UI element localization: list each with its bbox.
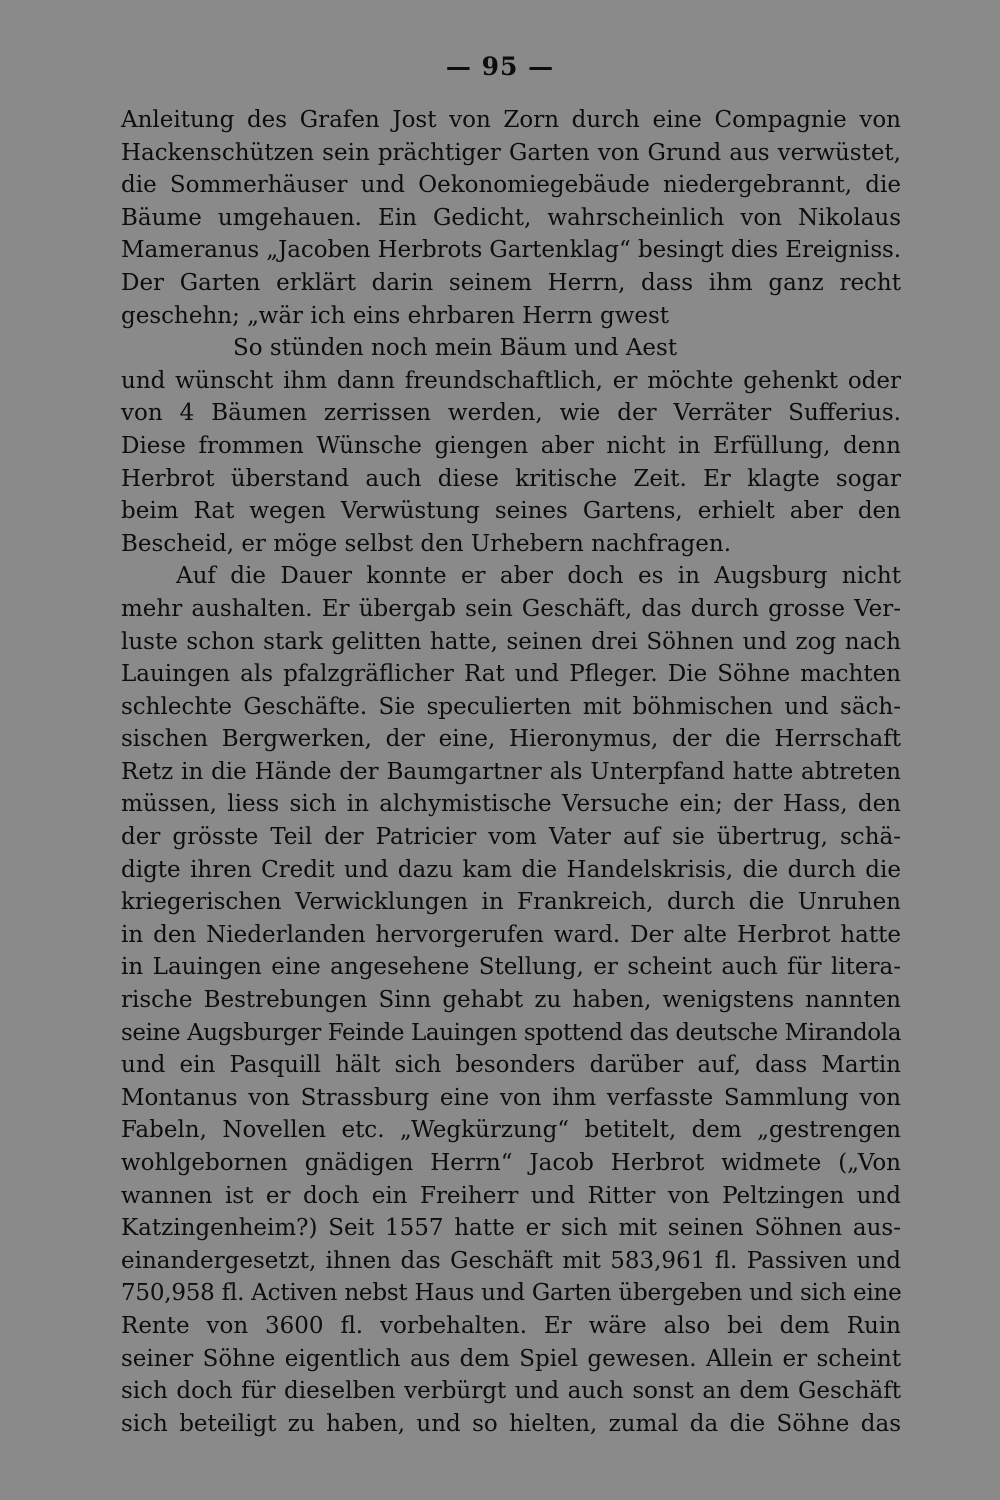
text-line: mehr aushalten. Er übergab sein Geschäft, das durch grosse Ver- [121,595,901,622]
text-line: Hackenschützen sein prächtiger Garten von Grund aus verwüstet, [121,139,901,166]
text-line: sich beteiligt zu haben, und so hielten, zumal da die Söhne das [121,1410,901,1437]
text-line: kriegerischen Verwicklungen in Frankreich, durch die Unruhen [121,889,901,916]
text-line: und wünscht ihm dann freundschaftlich, er möchte gehenkt oder [121,367,901,394]
text-line: So stünden noch mein Bäum und Aest [233,335,678,362]
text-line: rische Bestrebungen Sinn gehabt zu haben, wenigstens nannten [121,987,901,1014]
text-line: und ein Pasquill hält sich besonders darüber auf, dass Martin [121,1052,901,1079]
text-line: sich doch für dieselben verbürgt und auch sonst an dem Geschäft [121,1378,901,1405]
text-line: Montanus von Strassburg eine von ihm verfasste Sammlung von [121,1084,901,1111]
page-number: — 95 — [445,52,555,81]
text-line: Fabeln, Novellen etc. „Wegkürzung“ betitelt, dem „gestrengen [121,1117,901,1144]
text-line: Katzingenheim?) Seit 1557 hatte er sich mit seinen Söhnen aus- [121,1215,901,1242]
body-text [121,104,901,1440]
text-line: wannen ist er doch ein Freiherr und Ritter von Peltzingen und [121,1182,901,1209]
text-line: Mameranus „Jacoben Herbrots Gartenklag“ besingt dies Ereigniss. [121,237,901,264]
text-line: Lauingen als pfalzgräflicher Rat und Pfleger. Die Söhne machten [121,661,901,688]
text-line: 750,958 fl. Activen nebst Haus und Garten übergeben und sich eine [121,1280,902,1307]
text-line: die Sommerhäuser und Oekonomiegebäude niedergebrannt, die [121,172,901,199]
text-line: in Lauingen eine angesehene Stellung, er scheint auch für litera- [121,954,901,981]
text-line: geschehn; „wär ich eins ehrbaren Herrn gwest [121,302,670,329]
text-line: Der Garten erklärt darin seinem Herrn, dass ihm ganz recht [121,269,901,296]
text-line: Anleitung des Grafen Jost von Zorn durch eine Compagnie von [121,107,901,133]
text-line: Bescheid, er möge selbst den Urhebern nachfragen. [121,530,732,557]
text-line: von 4 Bäumen zerrissen werden, wie der Verräter Sufferius. [121,400,901,427]
text-line: seiner Söhne eigentlich aus dem Spiel gewesen. Allein er scheint [121,1345,901,1372]
text-line: seine Augsburger Feinde Lauingen spottend das deutsche Mirandola [121,1019,901,1046]
text-line: der grösste Teil der Patricier vom Vater auf sie übertrug, schä- [121,824,901,851]
text-line: schlechte Geschäfte. Sie speculierten mit böhmischen und säch- [121,693,901,720]
text-line: sischen Bergwerken, der eine, Hieronymus, der die Herrschaft [121,726,901,753]
text-line: Bäume umgehauen. Ein Gedicht, wahrscheinlich von Nikolaus [121,204,901,231]
text-line: einandergesetzt, ihnen das Geschäft mit 583,961 fl. Passiven und [121,1247,901,1274]
text-line: Auf die Dauer konnte er aber doch es in Augsburg nicht [176,563,901,590]
text-line: Retz in die Hände der Baumgartner als Unterpfand hatte abtreten [121,758,901,785]
text-line: wohlgebornen gnädigen Herrn“ Jacob Herbrot widmete („Von [121,1150,901,1176]
text-line: digte ihren Credit und dazu kam die Handelskrisis, die durch die [121,856,901,883]
text-line: müssen, liess sich in alchymistische Versuche ein; der Hass, den [121,791,901,818]
text-line: Rente von 3600 fl. vorbehalten. Er wäre also bei dem Ruin [121,1312,901,1339]
text-line: in den Niederlanden hervorgerufen ward. Der alte Herbrot hatte [121,921,901,948]
text-line: luste schon stark gelitten hatte, seinen drei Söhnen und zog nach [121,628,901,655]
text-line: Diese frommen Wünsche giengen aber nicht in Erfüllung, denn [121,432,901,459]
text-line: Herbrot überstand auch diese kritische Zeit. Er klagte sogar [121,465,901,492]
text-line: beim Rat wegen Verwüstung seines Gartens, erhielt aber den [121,498,901,525]
